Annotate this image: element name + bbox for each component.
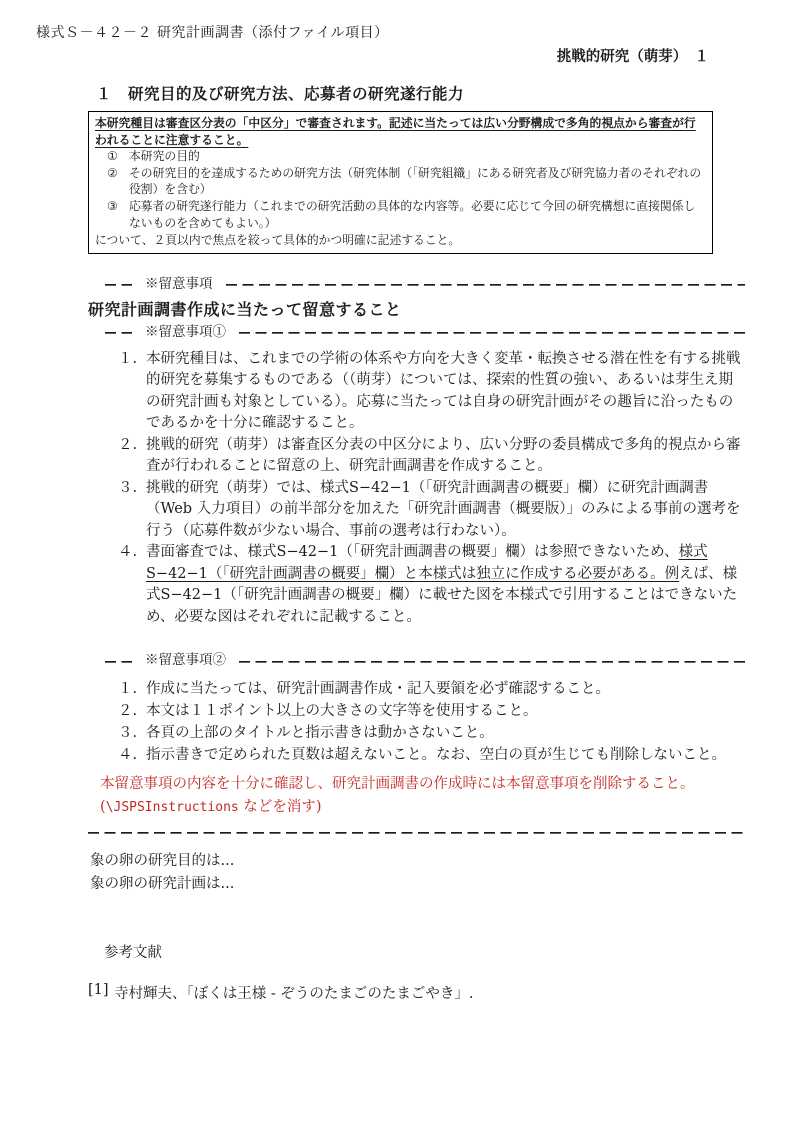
references-heading: 参考文献: [104, 945, 162, 962]
note-text-underlined: 様式S−42−1（「研究計画調書の概要」欄）と本様式は独立に作成する必要がある。例: [146, 544, 708, 582]
dash-segment: [239, 650, 745, 670]
notes1-divider: [105, 322, 745, 342]
reference-number: [1]: [88, 982, 109, 999]
instruction-item-text: その研究目的を達成するための研究方法（研究体制（「研究組織」にある研究者及び研究協力者のそれぞれの役割）を含む）: [129, 165, 702, 197]
notes-divider-label: ※留意事項: [145, 275, 213, 292]
warning-rest: などを消す): [238, 799, 322, 816]
form-code: 様式Ｓ－４２－２ 研究計画調書（添付ファイル項目）: [36, 25, 389, 41]
notes-list-1: [118, 349, 745, 629]
dash-segment: [105, 650, 132, 670]
dash-segment: [226, 274, 746, 294]
note-text: 挑戦的研究（萌芽）は審査区分表の中区分により、広い分野の委員構成で多角的視点から審査が行われることに留意の上、研究計画調書を作成すること。: [146, 436, 741, 475]
note-number: １.: [118, 350, 138, 367]
section-separator: [88, 824, 745, 840]
note-text: 本文は１１ポイント以上の大きさの文字等を使用すること。: [146, 703, 538, 720]
note-text: [146, 542, 745, 628]
page-content: [88, 82, 745, 1003]
warning-text-line2: [100, 796, 745, 819]
dash-segment: [239, 322, 745, 342]
page-header-right: 挑戦的研究（萌芽） １: [556, 49, 709, 65]
reference-item: [88, 982, 745, 1003]
note-number: ２.: [118, 703, 138, 720]
notes2-divider: [105, 650, 745, 670]
note-text: 指示書きで定められた頁数は超えないこと。なお、空白の頁が生じても削除しないこと。: [146, 747, 726, 764]
note-number: ４.: [118, 544, 138, 561]
note-number: ４.: [118, 747, 138, 764]
instruction-item-text: 本研究の目的: [129, 149, 200, 164]
research-plan-line: 象の卵の研究計画は...: [90, 875, 235, 892]
instruction-footer: について、２頁以内で焦点を絞って具体的かつ明確に記述すること。: [95, 233, 461, 248]
circled-number: ②: [107, 165, 118, 180]
note-item: [118, 478, 745, 543]
note-item: [118, 744, 745, 766]
warning-code: \JSPSInstructions: [105, 800, 239, 816]
warning-text-line1: 本留意事項の内容を十分に確認し、研究計画調書の作成時には本留意事項を削除すること。: [100, 776, 695, 793]
note-number: ３.: [118, 479, 138, 496]
note-item: [118, 722, 745, 744]
notes-divider: [105, 274, 745, 294]
circled-number: ③: [107, 198, 118, 213]
reference-text: 寺村輝夫、「ぼくは王様 - ぞうのたまごのたまごやき」.: [114, 986, 474, 1003]
warning-paren: (: [100, 799, 106, 816]
notes-heading: 研究計画調書作成に当たって留意すること: [88, 299, 402, 319]
research-purpose-line: 象の卵の研究目的は...: [90, 853, 235, 870]
instruction-item: [107, 198, 704, 231]
instruction-box: [88, 111, 713, 254]
notes-list-2: [118, 678, 745, 766]
instruction-item: [107, 148, 704, 165]
note-number: ３.: [118, 725, 138, 742]
note-text-plain: えば、様式S−42−1（「研究計画調書の概要」欄）に載せた図を本様式で引用することはできないため、必要な図はそれぞれに記載すること。: [146, 565, 738, 625]
note-number: １.: [118, 681, 138, 698]
note-text: 各頁の上部のタイトルと指示書きは動かさないこと。: [146, 725, 494, 742]
note-text: 挑戦的研究（萌芽）では、様式S−42−1（「研究計画調書の概要」欄）に研究計画調書（Web 入力項目）の前半部分を加えた「研究計画調書（概要版）」のみによる事前の選考を行う（応募件数が少ない場合、事前の選考は行わない）。: [146, 479, 741, 539]
note-number: ２.: [118, 436, 138, 453]
note-item: [118, 542, 745, 628]
note-text: 作成に当たっては、研究計画調書作成・記入要領を必ず確認すること。: [146, 681, 610, 698]
dash-segment: [105, 274, 132, 294]
dash-segment: [105, 322, 132, 342]
section-heading: １ 研究目的及び研究方法、応募者の研究遂行能力: [96, 85, 465, 103]
note-item: [118, 700, 745, 722]
note-item: [118, 678, 745, 700]
notes2-divider-label: ※留意事項②: [145, 652, 226, 669]
note-text-plain: 書面審査では、様式S−42−1（「研究計画調書の概要」欄）は参照できないため、: [146, 544, 679, 561]
notes1-divider-label: ※留意事項①: [145, 323, 226, 340]
note-item: [118, 435, 745, 478]
instruction-item-text: 応募者の研究遂行能力（これまでの研究活動の具体的な内容等。必要に応じて今回の研究構想に直接関係しないものを含めてもよい。）: [129, 198, 696, 230]
note-item: [118, 349, 745, 435]
deletion-warning: [100, 773, 745, 819]
note-text: 本研究種目は、これまでの学術の体系や方向を大きく変革・転換させる潜在性を有する挑戦的研究を募集するものである（（萌芽）については、探索的性質の強い、あるいは芽生え期の研究計画も対象としている）。応募に当たっては自身の研究計画がその趣旨に沿ったものであるかを十分に確認すること。: [146, 350, 741, 432]
instruction-item: [107, 165, 704, 198]
circled-number: ①: [107, 149, 118, 164]
instruction-lead: 本研究種目は審査区分表の「中区分」で審査されます。記述に当たっては広い分野構成で多角的視点から審査が行われることに注意すること。: [95, 116, 696, 147]
